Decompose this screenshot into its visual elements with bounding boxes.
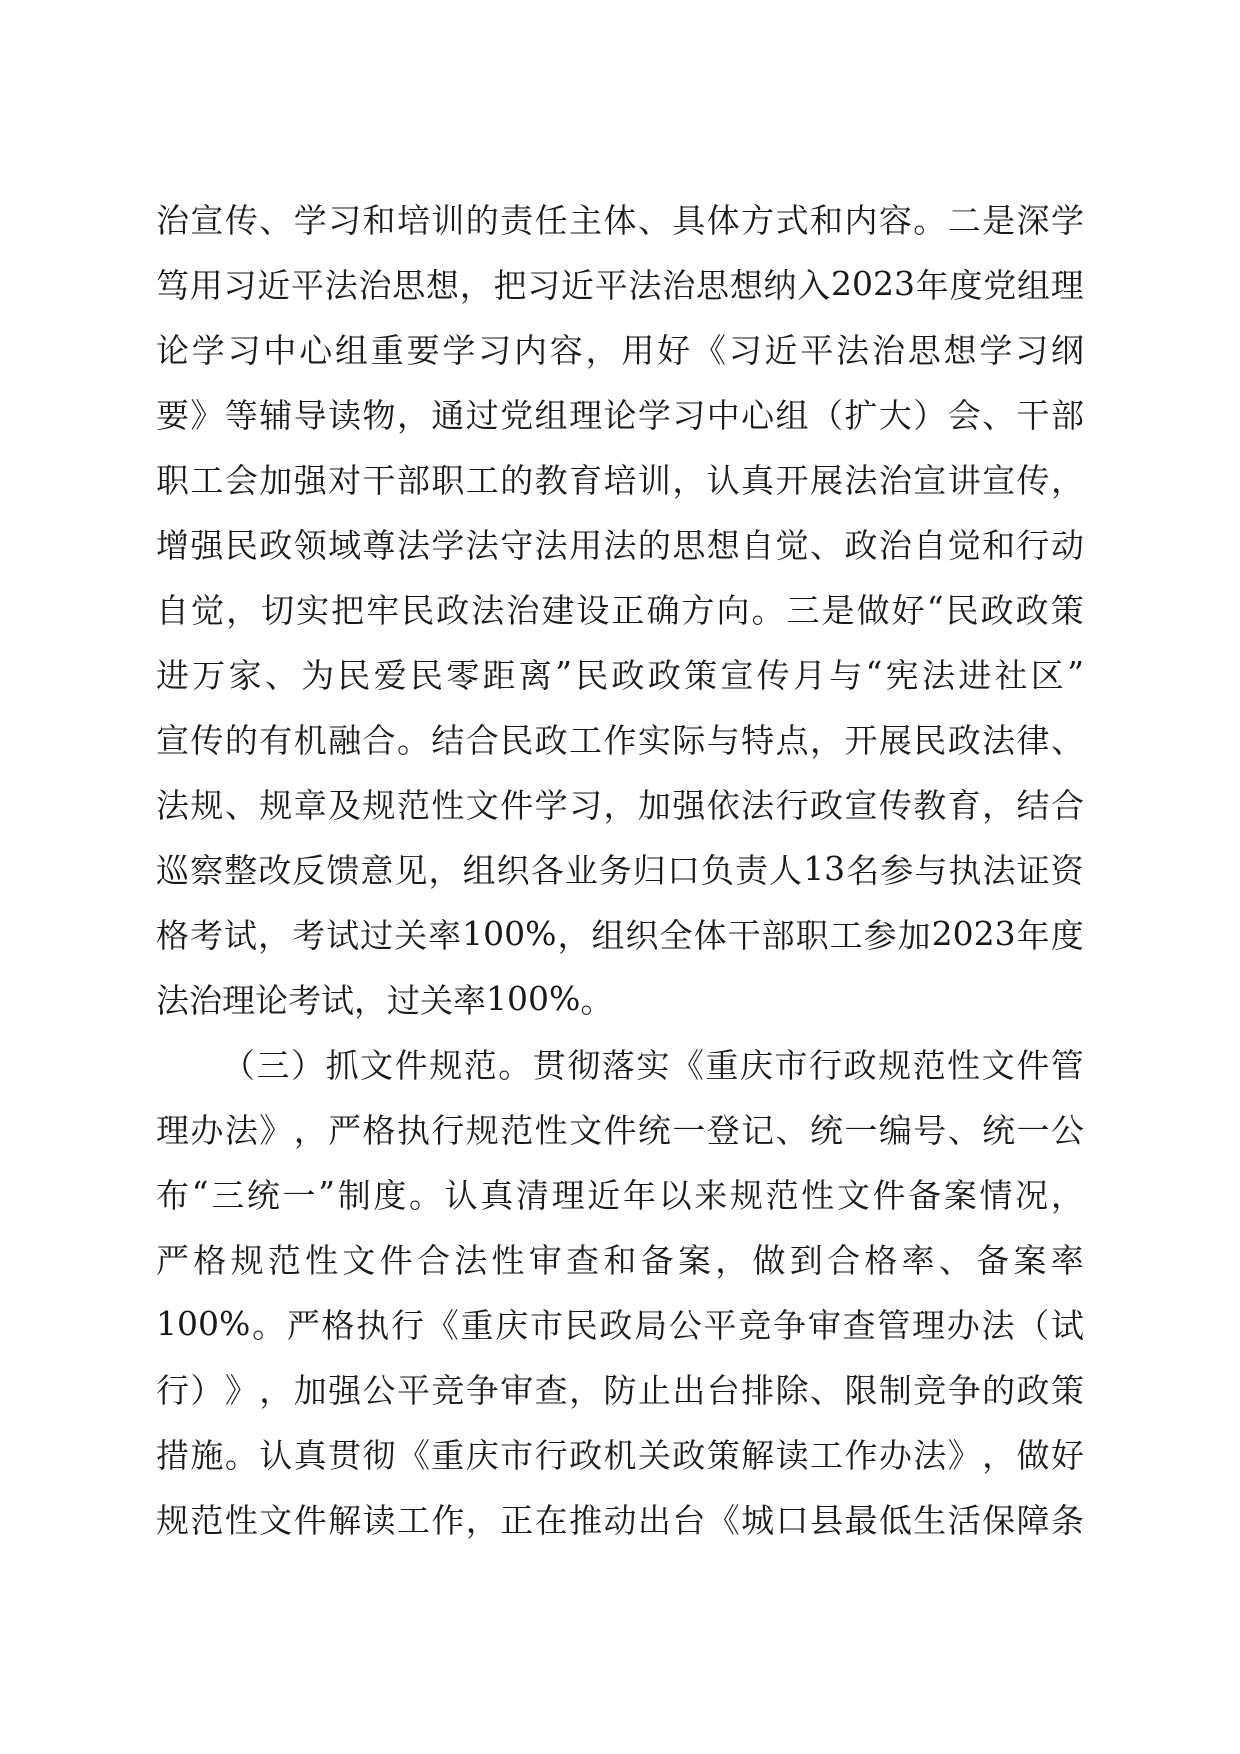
text-line: 论 学 习 中 心 组 重 要 学 习 内 容 ， 用 好 《 习 近 平 法 治 思 想 学 习 纲	[156, 331, 1084, 370]
text-line: 布 “ 三 统 一 ” 制 度 。 认 真 清 理 近 年 以 来 规 范 性 文 件 备 案 情 况 ，	[156, 1174, 1084, 1215]
text-line: 理 办 法 》 ， 严 格 执 行 规 范 性 文 件 统 一 登 记 、 统 一 编 号 、 统 一 公	[156, 1111, 1084, 1150]
text-line: 增 强 民 政 领 域 尊 法 学 法 守 法 用 法 的 思 想 自 觉 、 政 治 自 觉 和 行 动	[156, 526, 1084, 565]
text-line: 规 范 性 文 件 解 读 工 作 ， 正 在 推 动 出 台 《 城 口 县 最 低 生 活 保 障 条	[156, 1501, 1084, 1540]
text-line: 措 施 。 认 真 贯 彻 《 重 庆 市 行 政 机 关 政 策 解 读 工 作 办 法 》 ， 做 好	[156, 1436, 1084, 1475]
text-line: 宣 传 的 有 机 融 合 。 结 合 民 政 工 作 实 际 与 特 点 ， 开 展 民 政 法 律 、	[156, 721, 1084, 760]
body-text	[156, 186, 1084, 1551]
text-line: 100% 。 严 格 执 行 《 重 庆 市 民 政 局 公 平 竞 争 审 查 管 理 办 法 （ 试	[156, 1304, 1084, 1345]
text-line: 笃 用 习 近 平 法 治 思 想 ， 把 习 近 平 法 治 思 想 纳 入 2023 年 度 党 组 理	[156, 264, 1084, 305]
text-line: 进 万 家 、 为 民 爱 民 零 距 离 ” 民 政 政 策 宣 传 月 与 “ 宪 法 进 社 区 ”	[156, 654, 1084, 695]
text-line: 法 治 理 论 考 试 ， 过 关 率 100% 。	[156, 979, 614, 1020]
text-line: 治 宣 传 、 学 习 和 培 训 的 责 任 主 体 、 具 体 方 式 和 内 容 。 二 是 深 学	[156, 201, 1084, 240]
text-line: 严 格 规 范 性 文 件 合 法 性 审 查 和 备 案 ， 做 到 合 格 率 、 备 案 率	[156, 1241, 1084, 1280]
text-line: 行 ） 》 ， 加 强 公 平 竞 争 审 查 ， 防 止 出 台 排 除 、 限 制 竞 争 的 政 策	[156, 1371, 1084, 1410]
text-line: 自 觉 ， 切 实 把 牢 民 政 法 治 建 设 正 确 方 向 。 三 是 做 好 “ 民 政 政 策	[156, 589, 1084, 630]
text-line: 巡 察 整 改 反 馈 意 见 ， 组 织 各 业 务 归 口 负 责 人 13 名 参 与 执 法 证 资	[156, 849, 1084, 890]
text-line: 职 工 会 加 强 对 干 部 职 工 的 教 育 培 训 ， 认 真 开 展 法 治 宣 讲 宣 传 ，	[156, 461, 1084, 500]
text-line: 法 规 、 规 章 及 规 范 性 文 件 学 习 ， 加 强 依 法 行 政 宣 传 教 育 ， 结 合	[156, 786, 1084, 825]
text-line: 格 考 试 ， 考 试 过 关 率 100% ， 组 织 全 体 干 部 职 工 参 加 2023 年 度	[156, 914, 1084, 955]
text-line: （ 三 ） 抓 文 件 规 范 。 贯 彻 落 实 《 重 庆 市 行 政 规 范 性 文 件 管	[222, 1046, 1084, 1085]
text-line: 要 》 等 辅 导 读 物 ， 通 过 党 组 理 论 学 习 中 心 组 （ 扩 大 ） 会 、 干 部	[156, 396, 1084, 435]
